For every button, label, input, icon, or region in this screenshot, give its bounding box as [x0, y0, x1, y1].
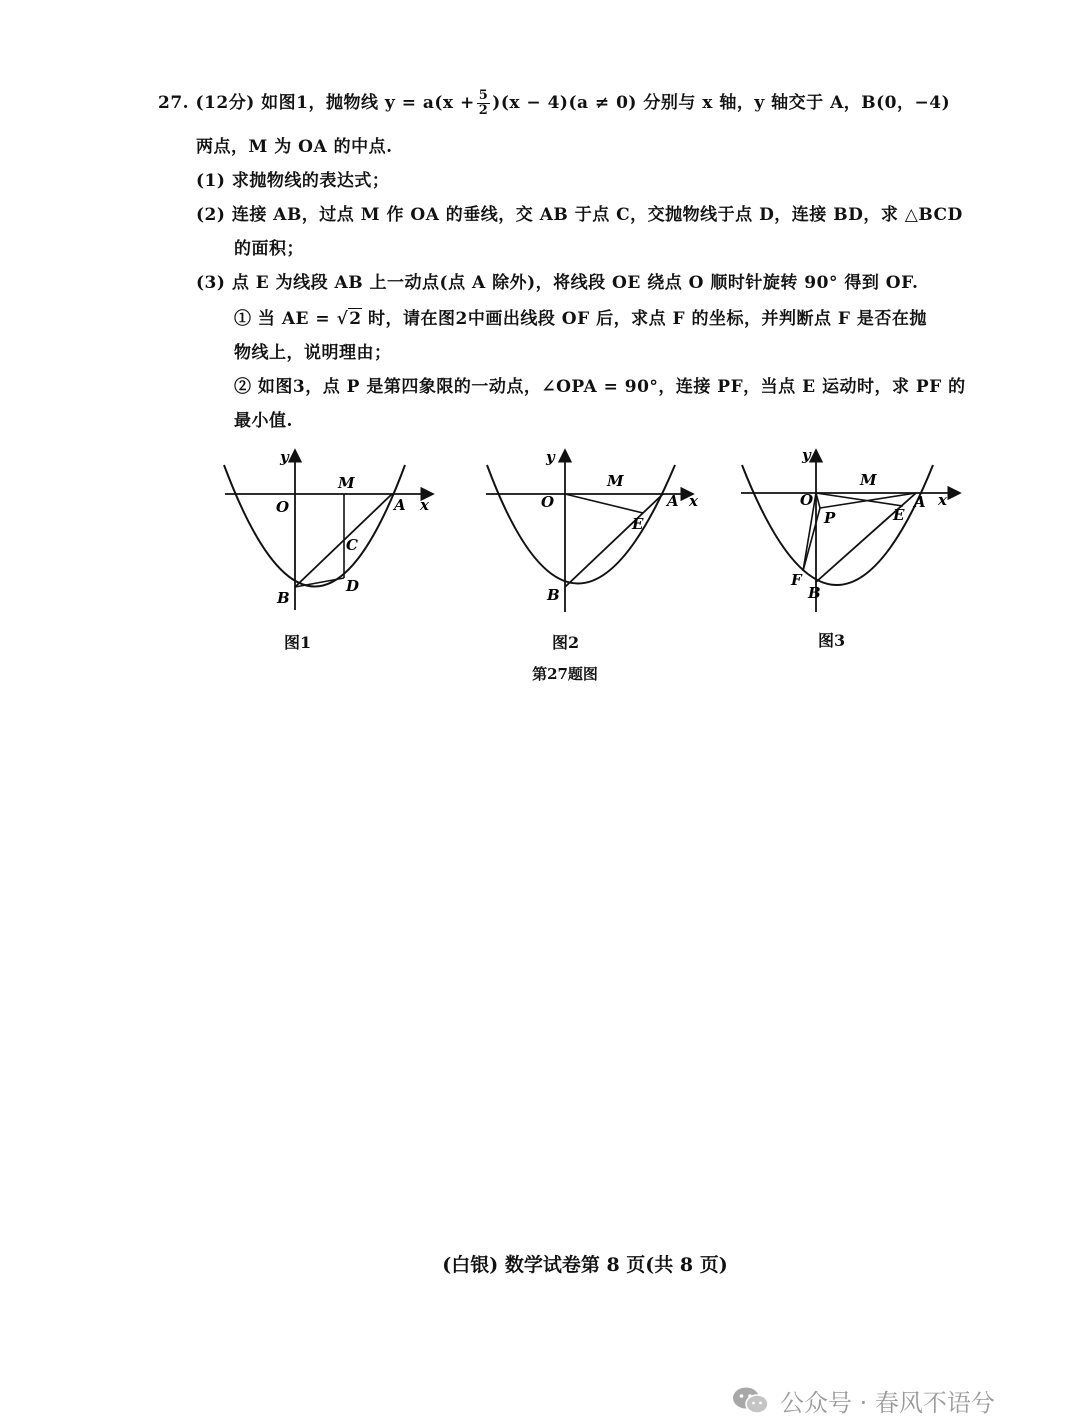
label-e: E — [893, 506, 905, 524]
part-3-sub2-line2: 最小值. — [234, 411, 293, 431]
label-x: x — [938, 491, 947, 509]
wechat-icon — [732, 1386, 770, 1416]
label-b: B — [277, 589, 290, 607]
part-3-sub1-line1: ① 当 AE = √2 时，请在图2中画出线段 OF 后，求点 F 的坐标，并判断点 F 是否在抛 — [234, 309, 927, 329]
parabola — [487, 465, 675, 584]
parabola — [742, 465, 933, 585]
figure-3-diagram — [738, 440, 968, 615]
part-3-sub2-line1: ② 如图3，点 P 是第四象限的一动点，∠OPA = 90°，连接 PF，当点 E 运动时，求 PF 的 — [234, 377, 966, 397]
label-o: O — [276, 498, 290, 516]
label-a: A — [394, 496, 406, 514]
figure-3-caption: 图3 — [818, 631, 846, 650]
sqrt-value: 2 — [349, 309, 362, 329]
figure-2-diagram — [483, 440, 708, 615]
label-b: B — [547, 586, 560, 604]
fraction-five-halves: $\frac{5}{2}$ — [478, 88, 489, 118]
figure-1-caption: 图1 — [284, 633, 312, 652]
question-stem-line1 — [158, 88, 950, 118]
part-2-line1: (2) 连接 AB，过点 M 作 OA 的垂线，交 AB 于点 C，交抛物线于点 D，连接 BD，求 △BCD — [196, 205, 963, 225]
part-3-sub1-line2: 物线上，说明理由； — [234, 343, 392, 363]
figure-2 — [483, 440, 708, 615]
figure-2-caption: 图2 — [552, 633, 580, 652]
label-x: x — [420, 496, 429, 514]
sqrt-symbol: √ — [336, 309, 349, 329]
label-m: M — [860, 471, 877, 489]
label-c: C — [346, 536, 358, 554]
label-a: A — [914, 493, 926, 511]
page-footer: (白银) 数学试卷第 8 页(共 8 页) — [442, 1254, 728, 1276]
label-y: y — [546, 448, 555, 466]
label-x: x — [689, 492, 698, 510]
figure-1-diagram — [220, 440, 445, 615]
stem-intro: 如图1，抛物线 y = a(x + — [261, 93, 475, 113]
segment-ab — [565, 494, 663, 587]
part-2-line2: 的面积； — [234, 239, 304, 259]
label-d: D — [346, 577, 360, 595]
figure-1 — [220, 440, 445, 615]
label-o: O — [800, 491, 814, 509]
part-3-line1: (3) 点 E 为线段 AB 上一动点(点 A 除外)，将线段 OE 绕点 O 顺时针旋转 90° 得到 OF. — [196, 273, 919, 293]
part-1: (1) 求抛物线的表达式； — [196, 171, 390, 191]
label-m: M — [338, 474, 355, 492]
question-points: (12分) — [195, 93, 255, 113]
question-stem-line2: 两点，M 为 OA 的中点. — [196, 137, 393, 157]
label-y: y — [280, 448, 289, 466]
label-e: E — [632, 515, 644, 533]
watermark — [732, 1383, 995, 1418]
watermark-text: 公众号 · 春风不语兮 — [780, 1389, 995, 1417]
segment-oe — [565, 494, 643, 513]
figure-3 — [738, 440, 968, 615]
label-y: y — [802, 446, 811, 464]
label-o: O — [541, 493, 555, 511]
stem-after-fraction: )(x − 4)(a ≠ 0) 分别与 x 轴，y 轴交于 A，B(0，−4) — [492, 93, 951, 113]
question-number: 27. — [158, 93, 190, 113]
label-m: M — [607, 472, 624, 490]
figure-group-title: 第27题图 — [532, 665, 598, 683]
label-p: P — [824, 509, 836, 527]
label-f: F — [791, 571, 802, 589]
segment-oe — [816, 493, 903, 506]
label-a: A — [667, 492, 679, 510]
label-b: B — [808, 584, 821, 602]
